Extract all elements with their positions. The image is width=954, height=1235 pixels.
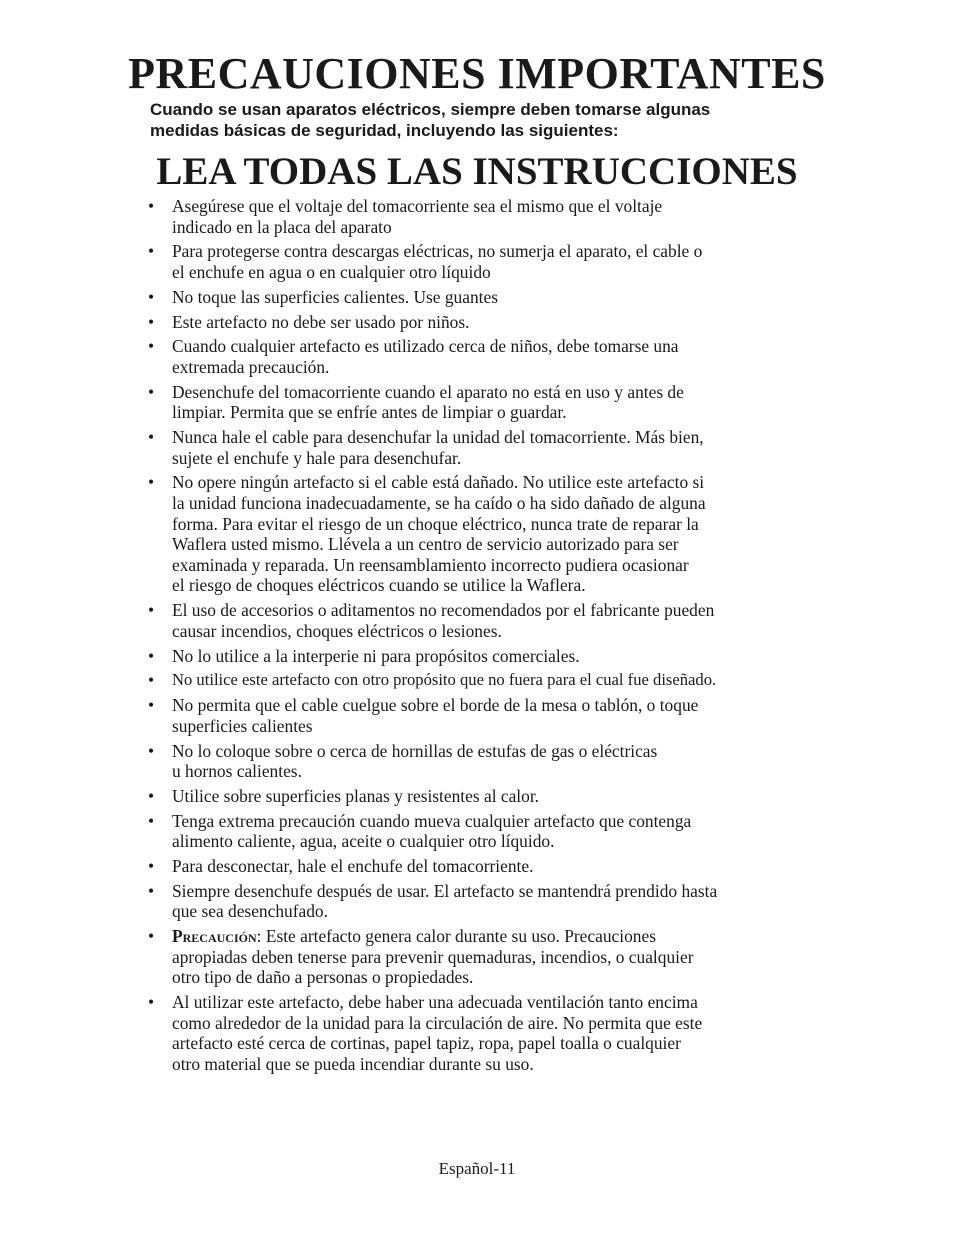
item-line: No permita que el cable cuelgue sobre el borde de la mesa o tablón, o toque xyxy=(172,695,699,716)
item-line: causar incendios, choques eléctricos o lesiones. xyxy=(172,620,502,641)
list-item xyxy=(148,881,828,922)
intro-line: medidas básicas de seguridad, incluyendo las siguientes: xyxy=(150,121,619,140)
safety-instructions-list xyxy=(148,196,828,1079)
item-line: que sea desenchufado. xyxy=(172,901,328,922)
list-item xyxy=(148,786,828,807)
item-line: No toque las superficies calientes. Use guantes xyxy=(172,286,498,307)
bullet-point: • xyxy=(148,810,155,831)
bullet-point: • xyxy=(148,992,155,1013)
list-item xyxy=(148,427,828,468)
list-item xyxy=(148,312,828,333)
bullet-point: • xyxy=(148,695,155,716)
bullet-point: • xyxy=(148,645,155,666)
item-line: forma. Para evitar el riesgo de un choque eléctrico, nunca trate de reparar la xyxy=(172,513,699,534)
bullet-point: • xyxy=(148,856,155,877)
item-line: Para desconectar, hale el enchufe del tomacorriente. xyxy=(172,856,534,877)
list-item xyxy=(148,336,828,377)
item-line: artefacto esté cerca de cortinas, papel tapiz, ropa, papel toalla o cualquier xyxy=(172,1033,681,1054)
item-line: No utilice este artefacto con otro propósito que no fuera para el cual fue diseñado. xyxy=(172,670,717,690)
list-item xyxy=(148,670,828,691)
item-line: No lo coloque sobre o cerca de hornillas de estufas de gas o eléctricas xyxy=(172,740,658,761)
bullet-point: • xyxy=(148,286,155,307)
bullet-point: • xyxy=(148,311,155,332)
bullet-point: • xyxy=(148,740,155,761)
list-item xyxy=(148,992,828,1074)
item-line: apropiadas deben tenerse para prevenir quemaduras, incendios, o cualquier xyxy=(172,946,694,967)
list-item xyxy=(148,811,828,852)
item-line: indicado en la placa del aparato xyxy=(172,216,392,237)
item-line: el enchufe en agua o en cualquier otro líquido xyxy=(172,261,491,282)
item-line: el riesgo de choques eléctricos cuando se utilice la Waflera. xyxy=(172,575,586,596)
item-line: Asegúrese que el voltaje del tomacorriente sea el mismo que el voltaje xyxy=(172,196,663,216)
item-line: otro tipo de daño a personas o propiedades. xyxy=(172,967,474,988)
caution-text: : Este artefacto genera calor durante su uso. Precauciones xyxy=(256,926,656,947)
list-item xyxy=(148,241,828,282)
list-item xyxy=(148,287,828,308)
item-line: la unidad funciona inadecuadamente, se ha caído o ha sido dañado de alguna xyxy=(172,493,706,514)
list-item xyxy=(148,646,828,667)
bullet-point: • xyxy=(148,670,155,691)
intro-text xyxy=(150,99,810,141)
item-line: como alrededor de la unidad para la circulación de aire. No permita que este xyxy=(172,1012,703,1033)
item-line: Waflera usted mismo. Llévela a un centro de servicio autorizado para ser xyxy=(172,534,679,555)
intro-line: Cuando se usan aparatos eléctricos, siempre deben tomarse algunas xyxy=(150,100,711,119)
section-title: LEA TODAS LAS INSTRUCCIONES xyxy=(156,150,798,193)
page-title: PRECAUCIONES IMPORTANTES xyxy=(128,49,826,98)
item-line: No lo utilice a la interperie ni para propósitos comerciales. xyxy=(172,645,580,666)
item-line: El uso de accesorios o aditamentos no recomendados por el fabricante pueden xyxy=(172,600,715,621)
item-line: otro material que se pueda incendiar durante su uso. xyxy=(172,1053,534,1074)
list-item xyxy=(148,741,828,782)
list-item xyxy=(148,926,828,988)
item-line: Tenga extrema precaución cuando mueva cualquier artefacto que contenga xyxy=(172,810,692,831)
bullet-point: • xyxy=(148,472,155,493)
bullet-point: • xyxy=(148,381,155,402)
page-number: Español-11 xyxy=(438,1159,516,1178)
item-line: superficies calientes xyxy=(172,715,313,736)
item-line: Este artefacto no debe ser usado por niños. xyxy=(172,311,470,332)
item-line: extremada precaución. xyxy=(172,356,330,377)
item-line: Para protegerse contra descargas eléctricas, no sumerja el aparato, el cable o xyxy=(172,241,703,262)
item-line: Utilice sobre superficies planas y resistentes al calor. xyxy=(172,785,540,806)
item-line xyxy=(172,926,828,947)
item-line: Al utilizar este artefacto, debe haber una adecuada ventilación tanto encima xyxy=(172,992,698,1013)
bullet-point: • xyxy=(148,196,155,216)
list-item xyxy=(148,695,828,736)
item-line: limpiar. Permita que se enfríe antes de limpiar o guardar. xyxy=(172,402,567,423)
list-item xyxy=(148,196,828,237)
bullet-point: • xyxy=(148,336,155,357)
caution-label: Precaución xyxy=(172,926,257,947)
item-line: Desenchufe del tomacorriente cuando el aparato no está en uso y antes de xyxy=(172,381,684,402)
list-item xyxy=(148,472,828,596)
item-line: alimento caliente, agua, aceite o cualquier otro líquido. xyxy=(172,831,555,852)
bullet-point: • xyxy=(148,427,155,448)
list-item xyxy=(148,382,828,423)
bullet-point: • xyxy=(148,785,155,806)
item-line: Siempre desenchufe después de usar. El artefacto se mantendrá prendido hasta xyxy=(172,880,718,901)
item-line: Nunca hale el cable para desenchufar la unidad del tomacorriente. Más bien, xyxy=(172,427,704,448)
item-line: u hornos calientes. xyxy=(172,761,302,782)
item-line: No opere ningún artefacto si el cable está dañado. No utilice este artefacto si xyxy=(172,472,705,493)
list-item xyxy=(148,600,828,641)
bullet-point: • xyxy=(148,241,155,262)
list-item xyxy=(148,856,828,877)
item-line: Cuando cualquier artefacto es utilizado cerca de niños, debe tomarse una xyxy=(172,336,679,357)
bullet-point: • xyxy=(148,880,155,901)
item-line: sujete el enchufe y hale para desenchufar. xyxy=(172,447,462,468)
item-line: examinada y reparada. Un reensamblamiento incorrecto pudiera ocasionar xyxy=(172,554,689,575)
bullet-point: • xyxy=(148,600,155,621)
bullet-point: • xyxy=(148,926,155,947)
